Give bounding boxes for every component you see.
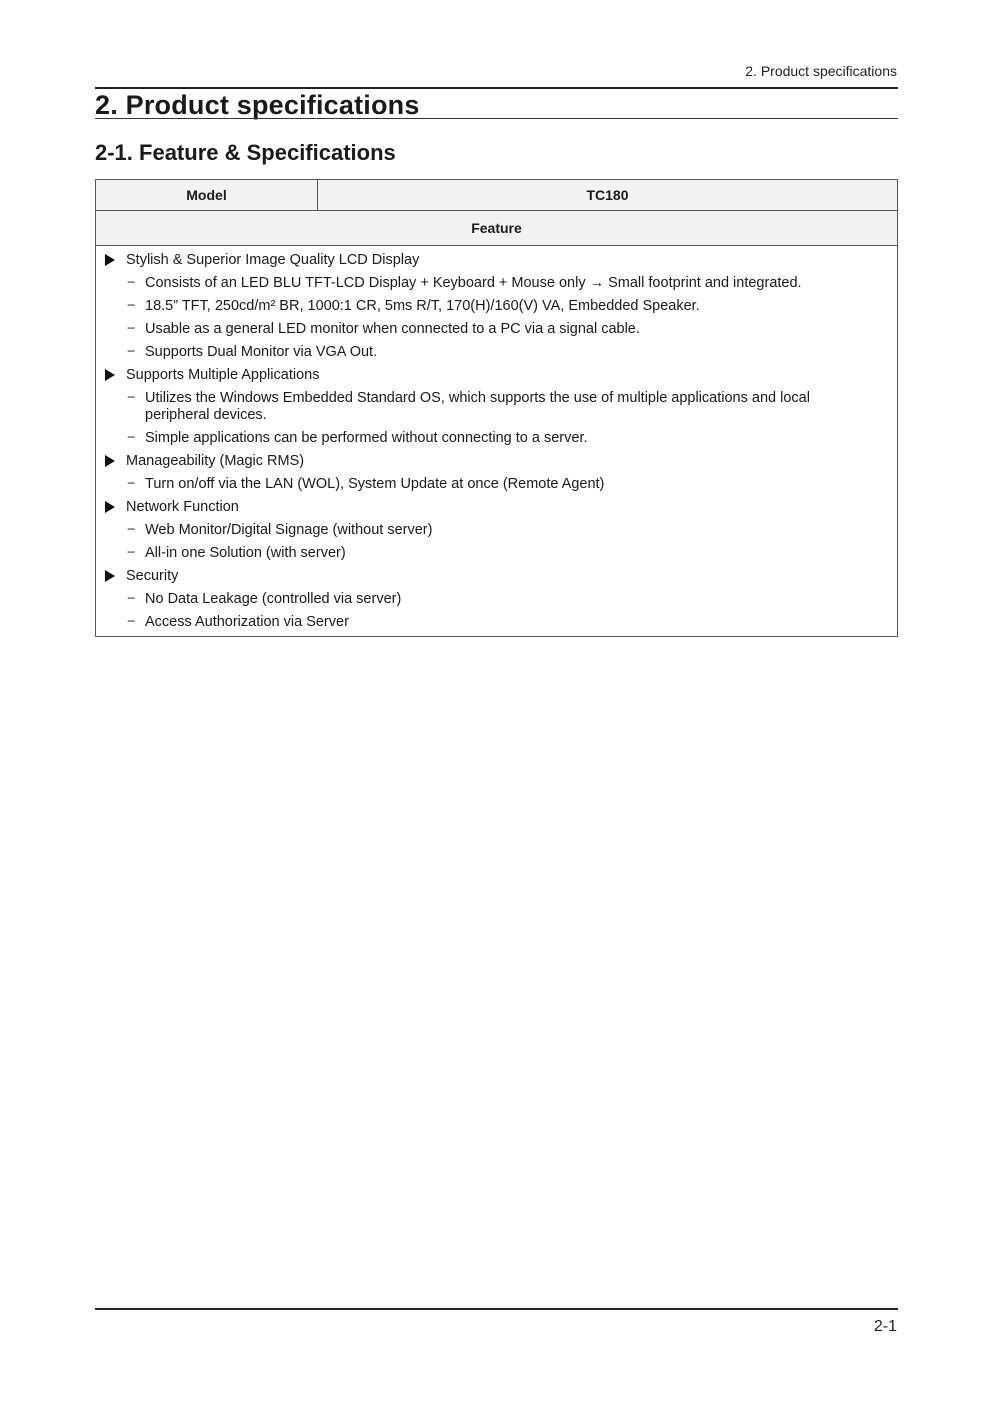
feature-detail — [96, 321, 897, 338]
dash-bullet-icon: − — [127, 344, 136, 360]
dash-bullet-icon: − — [127, 545, 136, 561]
triangle-bullet-icon — [105, 455, 115, 467]
feature-detail-text: Usable as a general LED monitor when connected to a PC via a signal cable. — [145, 321, 640, 337]
feature-item — [96, 499, 897, 516]
feature-item — [96, 453, 897, 470]
dash-bullet-icon: − — [127, 275, 136, 291]
feature-detail-text: Consists of an LED BLU TFT-LCD Display + Keyboard + Mouse only → Small footprint and integrated. — [145, 275, 802, 291]
feature-detail-text: Supports Dual Monitor via VGA Out. — [145, 344, 378, 360]
footer-rule — [95, 1308, 898, 1310]
dash-bullet-icon: − — [127, 430, 136, 446]
page-title: 2. Product specifications — [95, 90, 420, 120]
feature-detail — [96, 390, 897, 424]
running-header: 2. Product specifications — [745, 63, 897, 79]
triangle-bullet-icon — [105, 501, 115, 513]
feature-detail — [96, 430, 897, 447]
title-rule-top — [95, 87, 898, 89]
dash-bullet-icon: − — [127, 298, 136, 314]
feature-detail-text: All-in one Solution (with server) — [145, 545, 346, 561]
model-label: Model — [96, 180, 318, 210]
feature-detail-text: No Data Leakage (controlled via server) — [145, 591, 402, 607]
feature-list — [96, 246, 897, 636]
feature-detail-text: Simple applications can be performed without connecting to a server. — [145, 430, 588, 446]
dash-bullet-icon: − — [127, 591, 136, 607]
feature-detail-text: Utilizes the Windows Embedded Standard OS, which supports the use of multiple applications and local peripheral devices. — [145, 390, 810, 423]
feature-title: Network Function — [126, 499, 239, 515]
feature-detail — [96, 344, 897, 361]
feature-detail — [96, 298, 897, 315]
dash-bullet-icon: − — [127, 614, 136, 630]
dash-bullet-icon: − — [127, 476, 136, 492]
feature-title: Stylish & Superior Image Quality LCD Display — [126, 252, 420, 268]
triangle-bullet-icon — [105, 570, 115, 582]
spec-table — [95, 179, 898, 637]
dash-bullet-icon: − — [127, 321, 136, 337]
dash-bullet-icon: − — [127, 522, 136, 538]
title-rule-bottom — [95, 118, 898, 119]
feature-detail-text: Web Monitor/Digital Signage (without server) — [145, 522, 433, 538]
page-number: 2-1 — [873, 1318, 897, 1335]
feature-item — [96, 568, 897, 585]
feature-title: Manageability (Magic RMS) — [126, 453, 305, 469]
feature-detail — [96, 591, 897, 608]
dash-bullet-icon: − — [127, 390, 136, 406]
model-row — [96, 180, 897, 211]
model-value: TC180 — [586, 187, 629, 203]
feature-detail-text: Access Authorization via Server — [145, 614, 349, 630]
feature-detail — [96, 522, 897, 539]
feature-header: Feature — [96, 211, 897, 246]
feature-detail — [96, 614, 897, 631]
feature-detail — [96, 476, 897, 493]
feature-detail-text: 18.5” TFT, 250cd/m² BR, 1000:1 CR, 5ms R/T, 170(H)/160(V) VA, Embedded Speaker. — [145, 298, 700, 314]
feature-title: Security — [126, 568, 179, 584]
feature-item — [96, 252, 897, 269]
section-title: 2-1. Feature & Specifications — [95, 140, 396, 165]
feature-detail — [96, 275, 897, 292]
feature-title: Supports Multiple Applications — [126, 367, 320, 383]
triangle-bullet-icon — [105, 254, 115, 266]
triangle-bullet-icon — [105, 369, 115, 381]
feature-detail — [96, 545, 897, 562]
feature-item — [96, 367, 897, 384]
feature-detail-text: Turn on/off via the LAN (WOL), System Update at once (Remote Agent) — [145, 476, 605, 492]
